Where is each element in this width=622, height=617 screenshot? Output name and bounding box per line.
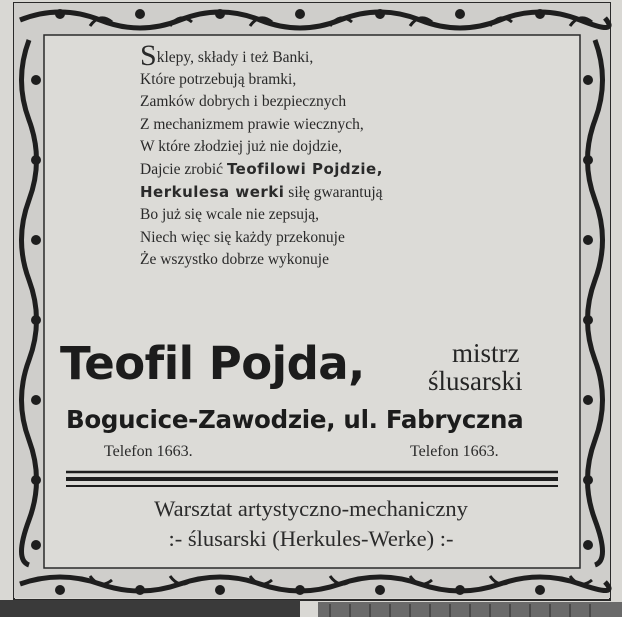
right-vine-ornament — [580, 35, 610, 568]
phone-left: Telefon 1663. — [104, 443, 193, 460]
poem-line-9: Niech więc się każdy przekonuje — [140, 228, 345, 246]
title-bottom: ślusarski — [428, 366, 523, 396]
drop-cap: S — [140, 39, 157, 72]
top-vine-ornament — [14, 3, 610, 35]
poem-line-3: Zamków dobrych i bezpiecznych — [140, 93, 347, 111]
poem-line-7: Herkulesa werki siłę gwarantują — [140, 183, 383, 202]
title-top: mistrz — [452, 338, 520, 368]
advertisement-poem — [140, 39, 500, 271]
bottom-vine-ornament — [14, 568, 610, 598]
poem-line-2: Które potrzebują bramki, — [140, 71, 297, 89]
workshop-line-1: Warsztat artystyczno-mechaniczny — [154, 496, 468, 521]
poem-line-8: Bo już się wcale nie zepsują, — [140, 206, 320, 224]
poem-line-6: Dajcie zrobić Teofilowi Pojdzie, — [140, 160, 383, 179]
business-name: Teofil Pojda, — [60, 337, 365, 390]
workshop-line-2: :- ślusarski (Herkules-Werke) :- — [168, 526, 454, 551]
left-vine-ornament — [14, 35, 44, 568]
address-line: Bogucice-Zawodzie, ul. Fabryczna — [66, 405, 524, 434]
poem-line-4: Z mechanizmem prawie wiecznych, — [140, 115, 364, 133]
poem-line-10: Że wszystko dobrze wykonuje — [140, 250, 329, 268]
phone-right: Telefon 1663. — [410, 443, 499, 460]
poem-line-1: Sklepy, składy i też Banki, — [140, 39, 314, 72]
poem-line-5: W które złodziej już nie dojdzie, — [140, 137, 342, 155]
